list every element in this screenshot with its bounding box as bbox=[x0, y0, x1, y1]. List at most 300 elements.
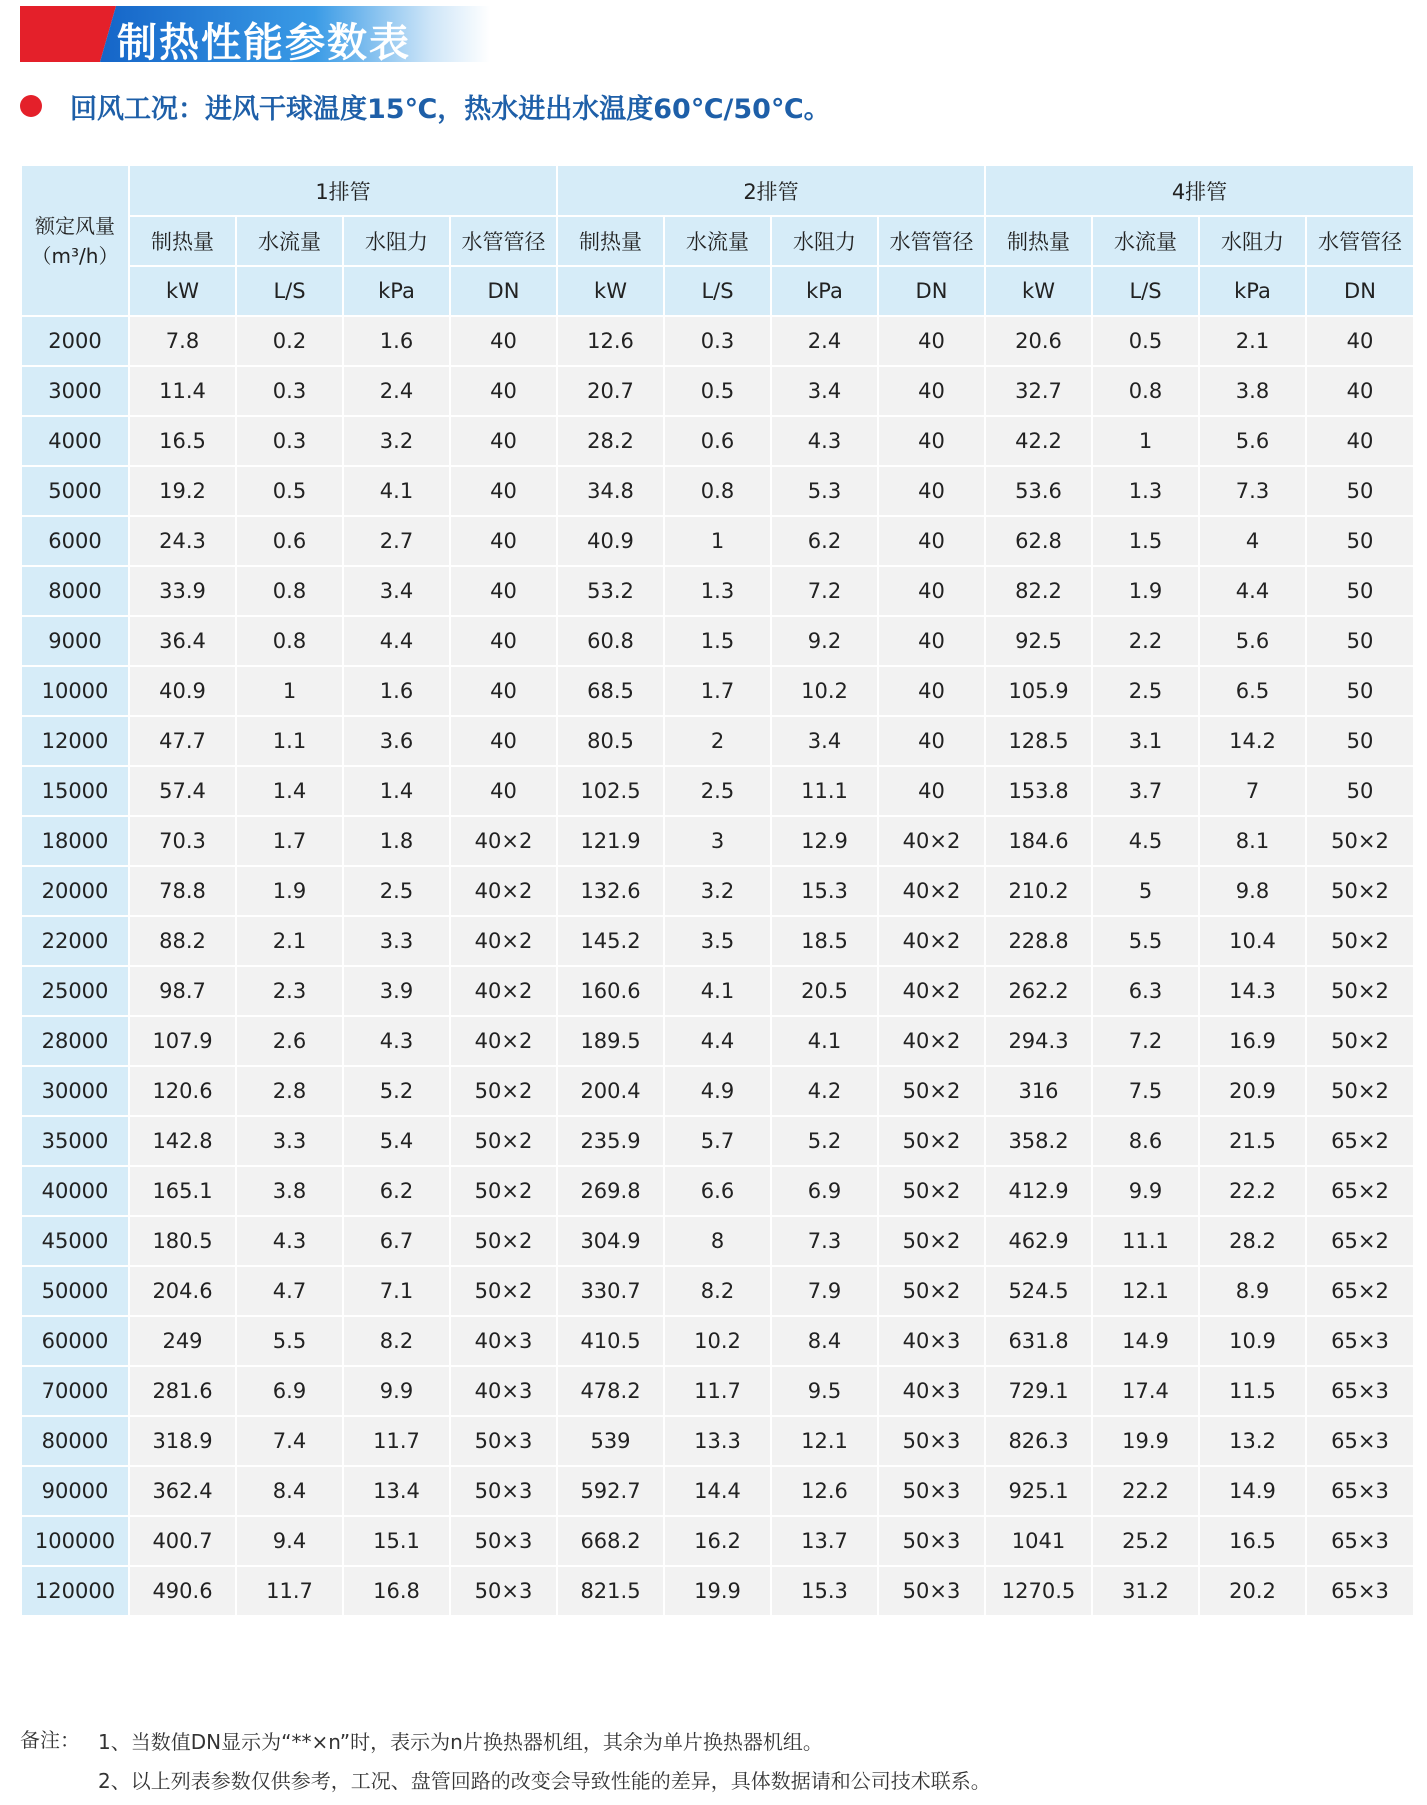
table-cell: 5.5 bbox=[1092, 916, 1199, 966]
table-cell: 50×3 bbox=[450, 1516, 557, 1566]
table-cell: 6.7 bbox=[343, 1216, 450, 1266]
table-cell: 4.3 bbox=[771, 416, 878, 466]
table-cell: 65×3 bbox=[1306, 1416, 1413, 1466]
table-cell: 50×3 bbox=[450, 1466, 557, 1516]
table-row bbox=[22, 1116, 1413, 1166]
table-cell: 3.7 bbox=[1092, 766, 1199, 816]
table-cell: 40×2 bbox=[878, 816, 985, 866]
table-cell: 281.6 bbox=[129, 1366, 236, 1416]
table-cell: 4.3 bbox=[236, 1216, 343, 1266]
table-cell: 40×3 bbox=[878, 1366, 985, 1416]
table-cell: 4.1 bbox=[664, 966, 771, 1016]
table-cell: 490.6 bbox=[129, 1566, 236, 1616]
table-cell: 5 bbox=[1092, 866, 1199, 916]
table-cell: 42.2 bbox=[985, 416, 1092, 466]
table-cell: 40×2 bbox=[878, 966, 985, 1016]
airflow-cell: 10000 bbox=[22, 666, 129, 716]
table-cell: 40 bbox=[878, 416, 985, 466]
table-cell: 36.4 bbox=[129, 616, 236, 666]
airflow-cell: 9000 bbox=[22, 616, 129, 666]
table-cell: 65×2 bbox=[1306, 1266, 1413, 1316]
condition-line bbox=[20, 86, 831, 126]
table-row bbox=[22, 916, 1413, 966]
table-cell: 40 bbox=[450, 316, 557, 366]
airflow-cell: 5000 bbox=[22, 466, 129, 516]
airflow-header-unit: （m³/h） bbox=[31, 243, 119, 268]
table-cell: 1041 bbox=[985, 1516, 1092, 1566]
table-cell: 40×2 bbox=[450, 916, 557, 966]
unit-header: DN bbox=[878, 266, 985, 316]
table-cell: 9.5 bbox=[771, 1366, 878, 1416]
table-cell: 1270.5 bbox=[985, 1566, 1092, 1616]
table-cell: 31.2 bbox=[1092, 1566, 1199, 1616]
table-cell: 3.9 bbox=[343, 966, 450, 1016]
table-cell: 3.3 bbox=[343, 916, 450, 966]
unit-header: kW bbox=[129, 266, 236, 316]
table-cell: 6.3 bbox=[1092, 966, 1199, 1016]
table-cell: 14.9 bbox=[1199, 1466, 1306, 1516]
metric-header: 制热量 bbox=[985, 216, 1092, 266]
table-cell: 40 bbox=[878, 316, 985, 366]
table-cell: 40 bbox=[878, 566, 985, 616]
unit-header: kPa bbox=[343, 266, 450, 316]
table-cell: 78.8 bbox=[129, 866, 236, 916]
table-row bbox=[22, 1516, 1413, 1566]
table-cell: 50×3 bbox=[878, 1466, 985, 1516]
table-cell: 20.5 bbox=[771, 966, 878, 1016]
table-cell: 204.6 bbox=[129, 1266, 236, 1316]
table-cell: 3.4 bbox=[771, 366, 878, 416]
table-cell: 1.4 bbox=[343, 766, 450, 816]
table-cell: 40 bbox=[878, 616, 985, 666]
table-row bbox=[22, 1566, 1413, 1616]
airflow-cell: 100000 bbox=[22, 1516, 129, 1566]
table-cell: 40×2 bbox=[878, 866, 985, 916]
table-cell: 8.2 bbox=[664, 1266, 771, 1316]
table-cell: 33.9 bbox=[129, 566, 236, 616]
table-cell: 631.8 bbox=[985, 1316, 1092, 1366]
airflow-cell: 30000 bbox=[22, 1066, 129, 1116]
metric-header: 水流量 bbox=[1092, 216, 1199, 266]
table-cell: 50 bbox=[1306, 516, 1413, 566]
table-row bbox=[22, 1366, 1413, 1416]
table-cell: 65×2 bbox=[1306, 1166, 1413, 1216]
group-header-2row: 2排管 bbox=[557, 166, 985, 216]
airflow-cell: 4000 bbox=[22, 416, 129, 466]
table-cell: 14.2 bbox=[1199, 716, 1306, 766]
unit-header: L/S bbox=[236, 266, 343, 316]
table-cell: 50×2 bbox=[1306, 1016, 1413, 1066]
table-row bbox=[22, 666, 1413, 716]
table-cell: 65×3 bbox=[1306, 1516, 1413, 1566]
table-cell: 1.5 bbox=[1092, 516, 1199, 566]
table-row bbox=[22, 766, 1413, 816]
table-cell: 5.5 bbox=[236, 1316, 343, 1366]
table-cell: 50×3 bbox=[450, 1566, 557, 1616]
table-cell: 22.2 bbox=[1092, 1466, 1199, 1516]
table-cell: 40 bbox=[450, 666, 557, 716]
table-cell: 132.6 bbox=[557, 866, 664, 916]
table-cell: 235.9 bbox=[557, 1116, 664, 1166]
unit-header: kW bbox=[557, 266, 664, 316]
table-cell: 11.4 bbox=[129, 366, 236, 416]
table-cell: 10.4 bbox=[1199, 916, 1306, 966]
table-row bbox=[22, 366, 1413, 416]
table-cell: 524.5 bbox=[985, 1266, 1092, 1316]
metric-header: 水管管径 bbox=[878, 216, 985, 266]
table-cell: 4 bbox=[1199, 516, 1306, 566]
table-cell: 9.4 bbox=[236, 1516, 343, 1566]
table-cell: 20.7 bbox=[557, 366, 664, 416]
table-cell: 105.9 bbox=[985, 666, 1092, 716]
table-cell: 925.1 bbox=[985, 1466, 1092, 1516]
table-cell: 1 bbox=[664, 516, 771, 566]
table-cell: 50×2 bbox=[450, 1166, 557, 1216]
table-cell: 40.9 bbox=[557, 516, 664, 566]
table-cell: 128.5 bbox=[985, 716, 1092, 766]
table-cell: 2.4 bbox=[771, 316, 878, 366]
table-cell: 11.7 bbox=[664, 1366, 771, 1416]
table-cell: 16.5 bbox=[129, 416, 236, 466]
table-row bbox=[22, 466, 1413, 516]
group-header-4row: 4排管 bbox=[985, 166, 1413, 216]
table-cell: 50 bbox=[1306, 566, 1413, 616]
airflow-cell: 6000 bbox=[22, 516, 129, 566]
unit-header: kPa bbox=[771, 266, 878, 316]
heating-performance-table bbox=[22, 166, 1413, 1617]
table-cell: 70.3 bbox=[129, 816, 236, 866]
table-cell: 50×3 bbox=[878, 1566, 985, 1616]
table-cell: 11.1 bbox=[1092, 1216, 1199, 1266]
table-cell: 68.5 bbox=[557, 666, 664, 716]
table-cell: 8 bbox=[664, 1216, 771, 1266]
table-cell: 142.8 bbox=[129, 1116, 236, 1166]
table-row bbox=[22, 816, 1413, 866]
airflow-cell: 120000 bbox=[22, 1566, 129, 1616]
table-cell: 13.3 bbox=[664, 1416, 771, 1466]
table-cell: 3.5 bbox=[664, 916, 771, 966]
table-cell: 9.9 bbox=[1092, 1166, 1199, 1216]
table-cell: 410.5 bbox=[557, 1316, 664, 1366]
table-cell: 3.8 bbox=[236, 1166, 343, 1216]
table-cell: 7.5 bbox=[1092, 1066, 1199, 1116]
table-cell: 62.8 bbox=[985, 516, 1092, 566]
table-cell: 19.9 bbox=[664, 1566, 771, 1616]
table-cell: 0.2 bbox=[236, 316, 343, 366]
airflow-header bbox=[22, 166, 129, 316]
table-cell: 50×3 bbox=[878, 1416, 985, 1466]
table-cell: 1.9 bbox=[1092, 566, 1199, 616]
table-cell: 821.5 bbox=[557, 1566, 664, 1616]
table-cell: 2.6 bbox=[236, 1016, 343, 1066]
table-cell: 40 bbox=[878, 516, 985, 566]
table-cell: 0.8 bbox=[236, 566, 343, 616]
table-cell: 2.5 bbox=[1092, 666, 1199, 716]
airflow-cell: 28000 bbox=[22, 1016, 129, 1066]
table-cell: 40 bbox=[878, 716, 985, 766]
table-cell: 12.6 bbox=[771, 1466, 878, 1516]
unit-header: kW bbox=[985, 266, 1092, 316]
table-cell: 60.8 bbox=[557, 616, 664, 666]
table-cell: 200.4 bbox=[557, 1066, 664, 1116]
table-cell: 65×3 bbox=[1306, 1466, 1413, 1516]
table-cell: 4.1 bbox=[771, 1016, 878, 1066]
table-cell: 40 bbox=[1306, 316, 1413, 366]
table-cell: 5.2 bbox=[771, 1116, 878, 1166]
table-cell: 21.5 bbox=[1199, 1116, 1306, 1166]
table-cell: 40 bbox=[450, 716, 557, 766]
table-cell: 17.4 bbox=[1092, 1366, 1199, 1416]
table-cell: 2 bbox=[664, 716, 771, 766]
table-cell: 2.8 bbox=[236, 1066, 343, 1116]
airflow-cell: 25000 bbox=[22, 966, 129, 1016]
table-cell: 318.9 bbox=[129, 1416, 236, 1466]
table-cell: 19.9 bbox=[1092, 1416, 1199, 1466]
table-cell: 2.7 bbox=[343, 516, 450, 566]
banner-red-block bbox=[20, 6, 116, 62]
table-cell: 0.8 bbox=[1092, 366, 1199, 416]
table-cell: 9.9 bbox=[343, 1366, 450, 1416]
table-cell: 1.3 bbox=[664, 566, 771, 616]
table-cell: 19.2 bbox=[129, 466, 236, 516]
table-cell: 65×2 bbox=[1306, 1216, 1413, 1266]
unit-header: DN bbox=[450, 266, 557, 316]
condition-text: 回风工况：进风干球温度15℃，热水进出水温度60℃/50℃。 bbox=[70, 93, 831, 125]
table-cell: 32.7 bbox=[985, 366, 1092, 416]
table-cell: 184.6 bbox=[985, 816, 1092, 866]
table-cell: 11.5 bbox=[1199, 1366, 1306, 1416]
table-cell: 5.4 bbox=[343, 1116, 450, 1166]
table-cell: 50×2 bbox=[1306, 966, 1413, 1016]
table-cell: 5.6 bbox=[1199, 616, 1306, 666]
table-cell: 16.9 bbox=[1199, 1016, 1306, 1066]
table-cell: 269.8 bbox=[557, 1166, 664, 1216]
table-cell: 2.1 bbox=[1199, 316, 1306, 366]
table-cell: 145.2 bbox=[557, 916, 664, 966]
unit-header: kPa bbox=[1199, 266, 1306, 316]
table-cell: 40×2 bbox=[450, 816, 557, 866]
table-cell: 11.1 bbox=[771, 766, 878, 816]
table-cell: 50×2 bbox=[878, 1116, 985, 1166]
table-cell: 5.3 bbox=[771, 466, 878, 516]
table-cell: 15.3 bbox=[771, 1566, 878, 1616]
table-cell: 57.4 bbox=[129, 766, 236, 816]
table-cell: 40×3 bbox=[450, 1366, 557, 1416]
table-cell: 14.4 bbox=[664, 1466, 771, 1516]
table-row bbox=[22, 1466, 1413, 1516]
table-cell: 4.4 bbox=[1199, 566, 1306, 616]
table-cell: 6.2 bbox=[343, 1166, 450, 1216]
table-cell: 22.2 bbox=[1199, 1166, 1306, 1216]
table-cell: 50 bbox=[1306, 766, 1413, 816]
table-cell: 82.2 bbox=[985, 566, 1092, 616]
table-row bbox=[22, 1016, 1413, 1066]
airflow-cell: 50000 bbox=[22, 1266, 129, 1316]
table-cell: 8.6 bbox=[1092, 1116, 1199, 1166]
table-row bbox=[22, 716, 1413, 766]
table-cell: 1.6 bbox=[343, 316, 450, 366]
airflow-cell: 45000 bbox=[22, 1216, 129, 1266]
table-cell: 40 bbox=[878, 666, 985, 716]
table-cell: 50×2 bbox=[878, 1266, 985, 1316]
metric-header: 水流量 bbox=[664, 216, 771, 266]
table-cell: 3.8 bbox=[1199, 366, 1306, 416]
table-cell: 3.2 bbox=[343, 416, 450, 466]
table-cell: 25.2 bbox=[1092, 1516, 1199, 1566]
metric-header: 水阻力 bbox=[343, 216, 450, 266]
table-cell: 330.7 bbox=[557, 1266, 664, 1316]
table-row bbox=[22, 1166, 1413, 1216]
page-title: 制热性能参数表 bbox=[117, 20, 411, 66]
airflow-header-label: 额定风量 bbox=[35, 213, 115, 238]
table-cell: 0.3 bbox=[236, 416, 343, 466]
unit-header: DN bbox=[1306, 266, 1413, 316]
table-cell: 180.5 bbox=[129, 1216, 236, 1266]
table-cell: 9.8 bbox=[1199, 866, 1306, 916]
table-cell: 2.5 bbox=[343, 866, 450, 916]
table-cell: 249 bbox=[129, 1316, 236, 1366]
metric-header: 水阻力 bbox=[1199, 216, 1306, 266]
table-cell: 1 bbox=[236, 666, 343, 716]
table-row bbox=[22, 566, 1413, 616]
table-cell: 304.9 bbox=[557, 1216, 664, 1266]
table-cell: 12.1 bbox=[771, 1416, 878, 1466]
unit-header: L/S bbox=[664, 266, 771, 316]
table-cell: 400.7 bbox=[129, 1516, 236, 1566]
airflow-cell: 22000 bbox=[22, 916, 129, 966]
table-cell: 4.4 bbox=[664, 1016, 771, 1066]
table-cell: 40 bbox=[450, 466, 557, 516]
table-cell: 6.9 bbox=[771, 1166, 878, 1216]
table-cell: 2.1 bbox=[236, 916, 343, 966]
table-cell: 462.9 bbox=[985, 1216, 1092, 1266]
table-cell: 80.5 bbox=[557, 716, 664, 766]
table-cell: 0.8 bbox=[664, 466, 771, 516]
table-cell: 40 bbox=[450, 366, 557, 416]
airflow-cell: 90000 bbox=[22, 1466, 129, 1516]
table-cell: 40 bbox=[878, 466, 985, 516]
table-cell: 107.9 bbox=[129, 1016, 236, 1066]
airflow-cell: 12000 bbox=[22, 716, 129, 766]
airflow-cell: 40000 bbox=[22, 1166, 129, 1216]
table-cell: 189.5 bbox=[557, 1016, 664, 1066]
airflow-cell: 60000 bbox=[22, 1316, 129, 1366]
airflow-cell: 70000 bbox=[22, 1366, 129, 1416]
table-cell: 8.2 bbox=[343, 1316, 450, 1366]
metric-header: 水管管径 bbox=[450, 216, 557, 266]
table-cell: 1.6 bbox=[343, 666, 450, 716]
table-cell: 1.4 bbox=[236, 766, 343, 816]
performance-table-wrapper bbox=[22, 166, 1405, 1617]
table-cell: 13.4 bbox=[343, 1466, 450, 1516]
table-cell: 0.5 bbox=[1092, 316, 1199, 366]
table-cell: 7.3 bbox=[1199, 466, 1306, 516]
table-cell: 1.3 bbox=[1092, 466, 1199, 516]
table-cell: 40×3 bbox=[450, 1316, 557, 1366]
table-cell: 65×3 bbox=[1306, 1366, 1413, 1416]
table-cell: 50×2 bbox=[450, 1266, 557, 1316]
table-cell: 47.7 bbox=[129, 716, 236, 766]
table-row bbox=[22, 1416, 1413, 1466]
table-row bbox=[22, 1266, 1413, 1316]
table-cell: 50×2 bbox=[878, 1166, 985, 1216]
table-cell: 40 bbox=[450, 516, 557, 566]
table-cell: 40×2 bbox=[450, 866, 557, 916]
table-cell: 4.3 bbox=[343, 1016, 450, 1066]
table-cell: 7.9 bbox=[771, 1266, 878, 1316]
table-cell: 3 bbox=[664, 816, 771, 866]
table-cell: 539 bbox=[557, 1416, 664, 1466]
table-cell: 40 bbox=[878, 766, 985, 816]
table-cell: 4.7 bbox=[236, 1266, 343, 1316]
table-row bbox=[22, 866, 1413, 916]
table-cell: 98.7 bbox=[129, 966, 236, 1016]
table-cell: 2.3 bbox=[236, 966, 343, 1016]
table-row bbox=[22, 316, 1413, 366]
table-cell: 50 bbox=[1306, 666, 1413, 716]
table-cell: 16.8 bbox=[343, 1566, 450, 1616]
airflow-cell: 18000 bbox=[22, 816, 129, 866]
table-cell: 6.9 bbox=[236, 1366, 343, 1416]
table-cell: 102.5 bbox=[557, 766, 664, 816]
table-cell: 1.7 bbox=[236, 816, 343, 866]
table-cell: 478.2 bbox=[557, 1366, 664, 1416]
table-cell: 358.2 bbox=[985, 1116, 1092, 1166]
table-cell: 40 bbox=[450, 766, 557, 816]
table-row bbox=[22, 516, 1413, 566]
table-cell: 2.2 bbox=[1092, 616, 1199, 666]
table-cell: 50×2 bbox=[1306, 866, 1413, 916]
table-cell: 40 bbox=[878, 366, 985, 416]
table-cell: 10.2 bbox=[771, 666, 878, 716]
table-cell: 50×3 bbox=[450, 1416, 557, 1466]
table-cell: 120.6 bbox=[129, 1066, 236, 1116]
table-body bbox=[22, 316, 1413, 1616]
table-cell: 6.2 bbox=[771, 516, 878, 566]
table-cell: 592.7 bbox=[557, 1466, 664, 1516]
table-cell: 7.4 bbox=[236, 1416, 343, 1466]
table-cell: 165.1 bbox=[129, 1166, 236, 1216]
table-cell: 8.4 bbox=[236, 1466, 343, 1516]
table-cell: 362.4 bbox=[129, 1466, 236, 1516]
note-line-2: 2、以上列表参数仅供参考，工况、盘管回路的改变会导致性能的差异，具体数据请和公司技术联系。 bbox=[98, 1769, 991, 1793]
table-cell: 53.6 bbox=[985, 466, 1092, 516]
table-cell: 8.1 bbox=[1199, 816, 1306, 866]
unit-header-row bbox=[22, 266, 1413, 316]
table-row bbox=[22, 1216, 1413, 1266]
table-cell: 40×2 bbox=[450, 966, 557, 1016]
table-cell: 1.9 bbox=[236, 866, 343, 916]
table-cell: 2.5 bbox=[664, 766, 771, 816]
table-cell: 40 bbox=[450, 616, 557, 666]
table-cell: 668.2 bbox=[557, 1516, 664, 1566]
table-cell: 50×2 bbox=[878, 1216, 985, 1266]
table-cell: 4.5 bbox=[1092, 816, 1199, 866]
table-cell: 4.1 bbox=[343, 466, 450, 516]
bullet-dot-icon bbox=[20, 95, 42, 117]
table-cell: 3.2 bbox=[664, 866, 771, 916]
unit-header: L/S bbox=[1092, 266, 1199, 316]
table-cell: 9.2 bbox=[771, 616, 878, 666]
table-cell: 40×2 bbox=[878, 916, 985, 966]
airflow-cell: 8000 bbox=[22, 566, 129, 616]
table-cell: 7.3 bbox=[771, 1216, 878, 1266]
table-cell: 0.3 bbox=[236, 366, 343, 416]
table-cell: 40 bbox=[1306, 416, 1413, 466]
table-cell: 4.4 bbox=[343, 616, 450, 666]
table-cell: 316 bbox=[985, 1066, 1092, 1116]
table-cell: 92.5 bbox=[985, 616, 1092, 666]
